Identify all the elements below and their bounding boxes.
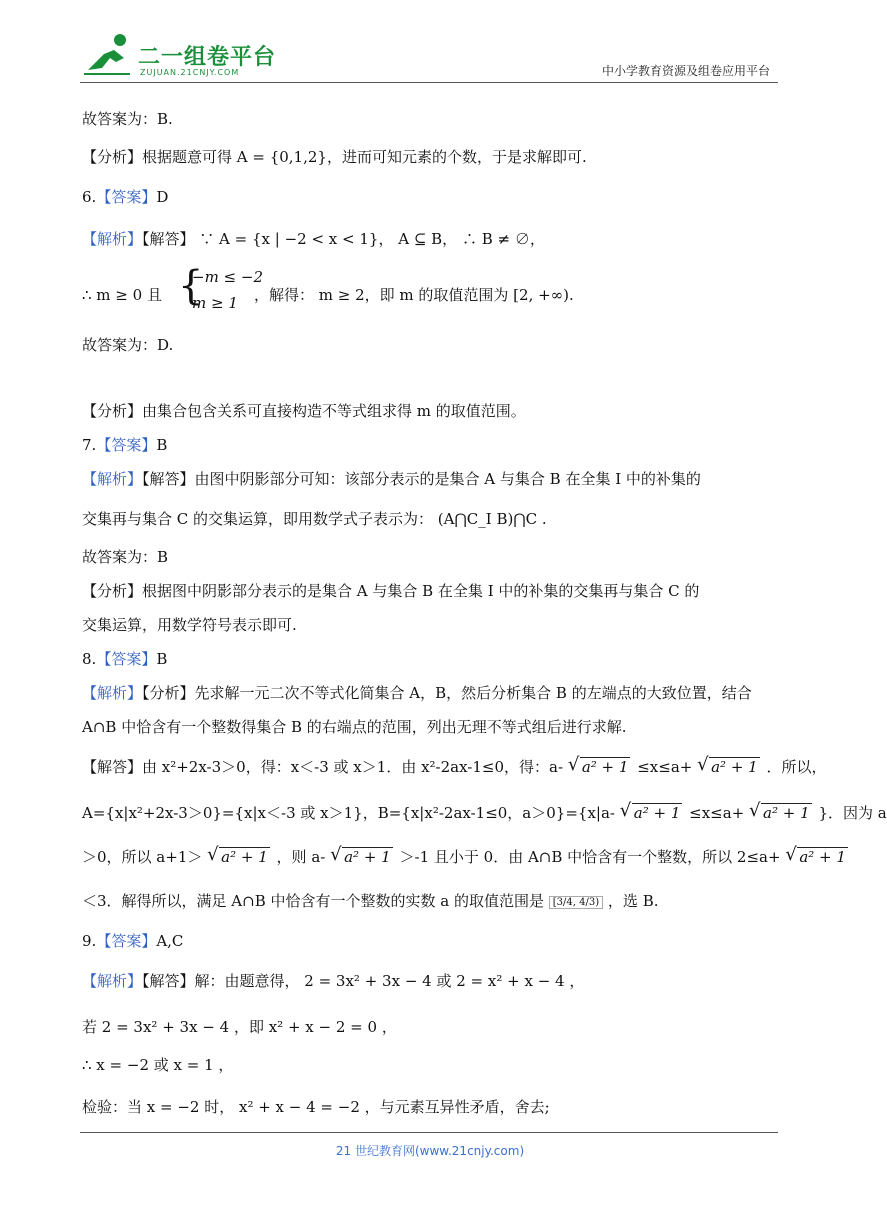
q7-analysis-cont: 交集运算，用数学符号表示即可. [82, 616, 297, 634]
q7-solution-line [82, 468, 701, 489]
q6-jiexi-tag: 【解析】 [82, 230, 143, 248]
q8-answer-line [82, 648, 167, 669]
runner-logo-icon [80, 32, 136, 78]
q8-text: ≤x≤a+ [637, 758, 693, 776]
q8-text: ＜3．解得所以，满足 A∩B 中恰含有一个整数的实数 a 的取值范围是 [82, 892, 544, 910]
q9-answer-tag: 【答案】 [96, 932, 157, 950]
q8-text: ．所以， [766, 758, 827, 776]
q8-answer: B [156, 650, 168, 668]
q8-solution-1 [82, 756, 827, 777]
q6-system-row-1: −m ≤ −2 [192, 268, 264, 286]
q6-answer: D [156, 188, 169, 206]
q9-number: 9. [82, 932, 97, 950]
site-logo[interactable] [80, 32, 280, 78]
sqrt-radicand: a² + 1 [344, 848, 391, 866]
sqrt-radicand: a² + 1 [763, 804, 810, 822]
q8-answer-tag: 【答案】 [96, 650, 157, 668]
q9-line-2: 若 2 = 3x² + 3x − 4 ，即 x² + x − 2 = 0 ， [82, 1018, 397, 1036]
q8-text: ，选 B. [607, 892, 659, 910]
sqrt-radicand: a² + 1 [711, 758, 758, 776]
sqrt-radicand: a² + 1 [799, 848, 846, 866]
q6-result: ，解得： m ≥ 2，即 m 的取值范围为 [2, +∞). [254, 286, 574, 304]
q6-answer-tag: 【答案】 [96, 188, 157, 206]
sqrt-expression [787, 848, 848, 866]
sqrt-expression [209, 848, 270, 866]
q6-condition: ∴ m ≥ 0 且 [82, 286, 162, 304]
q7-solution-cont: 交集再与集合 C 的交集运算，即用数学式子表示为： (A⋂C_I B)⋂C . [82, 510, 547, 528]
q8-solution-4 [82, 890, 658, 911]
logo-subtext: ZUJUAN.21CNJY.COM [140, 68, 240, 77]
sqrt-expression [622, 804, 683, 822]
sqrt-radicand: a² + 1 [633, 804, 681, 822]
logo-text: 二一组卷平台 [138, 45, 277, 70]
q8-text: ＞0，所以 a+1＞ [82, 848, 203, 866]
q6-analysis: 【分析】由集合包含关系可直接构造不等式组求得 m 的取值范围。 [82, 402, 526, 420]
system-brace: { [178, 263, 204, 309]
q7-solution: 【解答】由图中阴影部分可知：该部分表示的是集合 A 与集合 B 在全集 I 中的补集的 [142, 470, 701, 488]
q7-answer: B [156, 436, 168, 454]
answer-line: 故答案为：B. [82, 110, 173, 128]
q8-jiexi-tag: 【解析】 [82, 684, 143, 702]
q8-text: ，则 a- [276, 848, 326, 866]
q6-number: 6. [82, 188, 97, 206]
q9-line-4: 检验：当 x = −2 时， x² + x − 4 = −2 ，与元素互异性矛盾，舍去; [82, 1098, 550, 1116]
q9-answer-line [82, 930, 183, 951]
q9-solution: 【解答】解：由题意得， 2 = 3x² + 3x − 4 或 2 = x² + x − 4 ， [142, 972, 585, 990]
sqrt-expression [332, 848, 393, 866]
q9-line-3: ∴ x = −2 或 x = 1 ， [82, 1056, 234, 1074]
header-tagline: 中小学教育资源及组卷应用平台 [601, 64, 770, 78]
sqrt-expression [751, 804, 812, 822]
sqrt-expression [699, 758, 760, 776]
footer-link[interactable]: 21 世纪教育网(www.21cnjy.com) [335, 1144, 525, 1158]
q6-answer-line [82, 186, 168, 207]
q8-solution-2 [82, 802, 887, 823]
q9-jiexi-tag: 【解析】 [82, 972, 143, 990]
analysis-line: 【分析】根据题意可得 A = {0,1,2}，进而可知元素的个数，于是求解即可. [82, 148, 587, 166]
q8-text: }．因为 a [818, 804, 887, 822]
range-fraction: [3/4, 4/3) [549, 896, 603, 909]
q7-jiexi-tag: 【解析】 [82, 470, 143, 488]
sqrt-radicand: a² + 1 [221, 848, 268, 866]
q9-answer: A,C [156, 932, 184, 950]
q8-analysis-line [82, 682, 752, 703]
sqrt-radicand: a² + 1 [581, 758, 629, 776]
q8-text: ＞-1 且小于 0．由 A∩B 中恰含有一个整数，所以 2≤a+ [399, 848, 781, 866]
q7-answer-summary: 故答案为：B [82, 548, 169, 566]
q8-number: 8. [82, 650, 97, 668]
header-divider [80, 82, 778, 83]
q8-text: A={x|x²+2x-3＞0}={x|x＜-3 或 x＞1}，B={x|x²-2ax-1≤0，a＞0}={x|a- [82, 804, 615, 822]
q6-system-line [82, 284, 162, 305]
sqrt-expression [570, 758, 631, 776]
page-header [80, 30, 780, 82]
q7-analysis: 【分析】根据图中阴影部分表示的是集合 A 与集合 B 在全集 I 中的补集的交集再与集合 C 的 [82, 582, 700, 600]
q7-answer-line [82, 434, 167, 455]
q7-answer-tag: 【答案】 [96, 436, 157, 454]
q7-number: 7. [82, 436, 97, 454]
q8-text: ≤x≤a+ [689, 804, 745, 822]
q8-analysis-cont: A∩B 中恰含有一个整数得集合 B 的右端点的范围，列出无理不等式组后进行求解. [82, 718, 627, 736]
q6-solution-line [82, 228, 545, 249]
q8-text: 【解答】由 x²+2x-3＞0，得：x＜-3 或 x＞1．由 x²-2ax-1≤0，得：a- [82, 758, 564, 776]
q8-analysis: 【分析】先求解一元二次不等式化简集合 A，B，然后分析集合 B 的左端点的大致位置，结合 [142, 684, 752, 702]
q6-solution: 【解答】 ∵ A = {x | −2 < x < 1}， A ⊆ B， ∴ B ≠ ∅， [142, 230, 545, 248]
q6-system-row-2: m ≥ 1 [192, 294, 238, 312]
q8-solution-3 [82, 846, 850, 867]
footer-divider [80, 1132, 778, 1133]
q6-answer-summary: 故答案为：D. [82, 336, 174, 354]
q9-solution-line [82, 970, 584, 991]
